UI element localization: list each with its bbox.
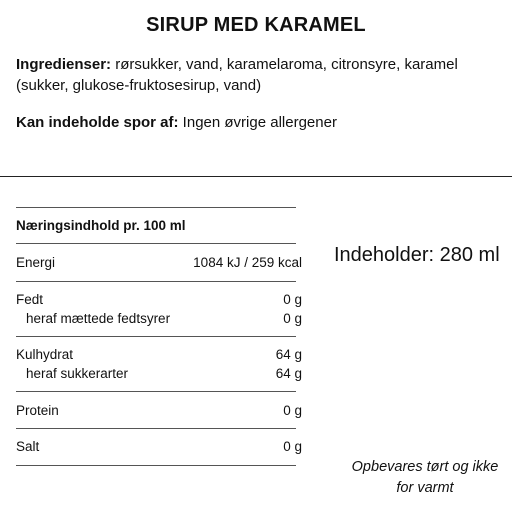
fat-label: Fedt [16,292,44,307]
ingredients-label: Ingredienser: [16,56,112,73]
nutrition-row-energy [16,253,302,272]
salt-value: 0 g [283,439,302,454]
nutrition-row-salt [16,437,302,456]
nutrition-row-saturated [16,309,302,328]
allergens-label: Kan indeholde spor af: [16,114,179,131]
nutrition-rule-top [16,207,296,208]
nutrition-rule [16,336,296,337]
energy-value: 1084 kJ / 259 kcal [193,255,302,270]
nutrition-rule-bottom [16,465,296,466]
storage-line-1: Opbevares tørt og ikke [351,459,499,475]
sugars-label: heraf sukkerarter [26,366,129,381]
nutrition-rule [16,243,296,244]
storage-line-2: for varmt [396,480,454,496]
nutrition-row-carbs [16,345,302,364]
nutrition-header: Næringsindhold pr. 100 ml [16,218,186,233]
net-contents: Indeholder: 280 ml [334,244,500,266]
allergens-text [16,112,496,133]
saturated-value: 0 g [283,311,302,326]
fat-value: 0 g [283,292,302,307]
saturated-label: heraf mættede fedtsyrer [26,311,171,326]
energy-label: Energi [16,255,56,270]
nutrition-row-protein [16,401,302,420]
allergens-list: Ingen øvrige allergener [178,114,337,131]
nutrition-row-fat [16,290,302,309]
ingredients-text [16,54,496,96]
product-title: SIRUP MED KARAMEL [146,14,366,36]
nutrition-rule [16,428,296,429]
protein-label: Protein [16,403,59,418]
nutrition-rule [16,391,296,392]
section-divider [0,176,512,177]
storage-instructions [340,457,510,499]
nutrition-row-sugars [16,364,302,383]
ingredients-list: rørsukker, vand, karamelaroma, citronsyre, karamel (sukker, glukose-fruktosesirup, vand) [16,56,458,94]
carbs-value: 64 g [275,347,302,362]
carbs-label: Kulhydrat [16,347,74,362]
salt-label: Salt [16,439,40,454]
nutrition-rule [16,281,296,282]
protein-value: 0 g [283,403,302,418]
sugars-value: 64 g [275,366,302,381]
